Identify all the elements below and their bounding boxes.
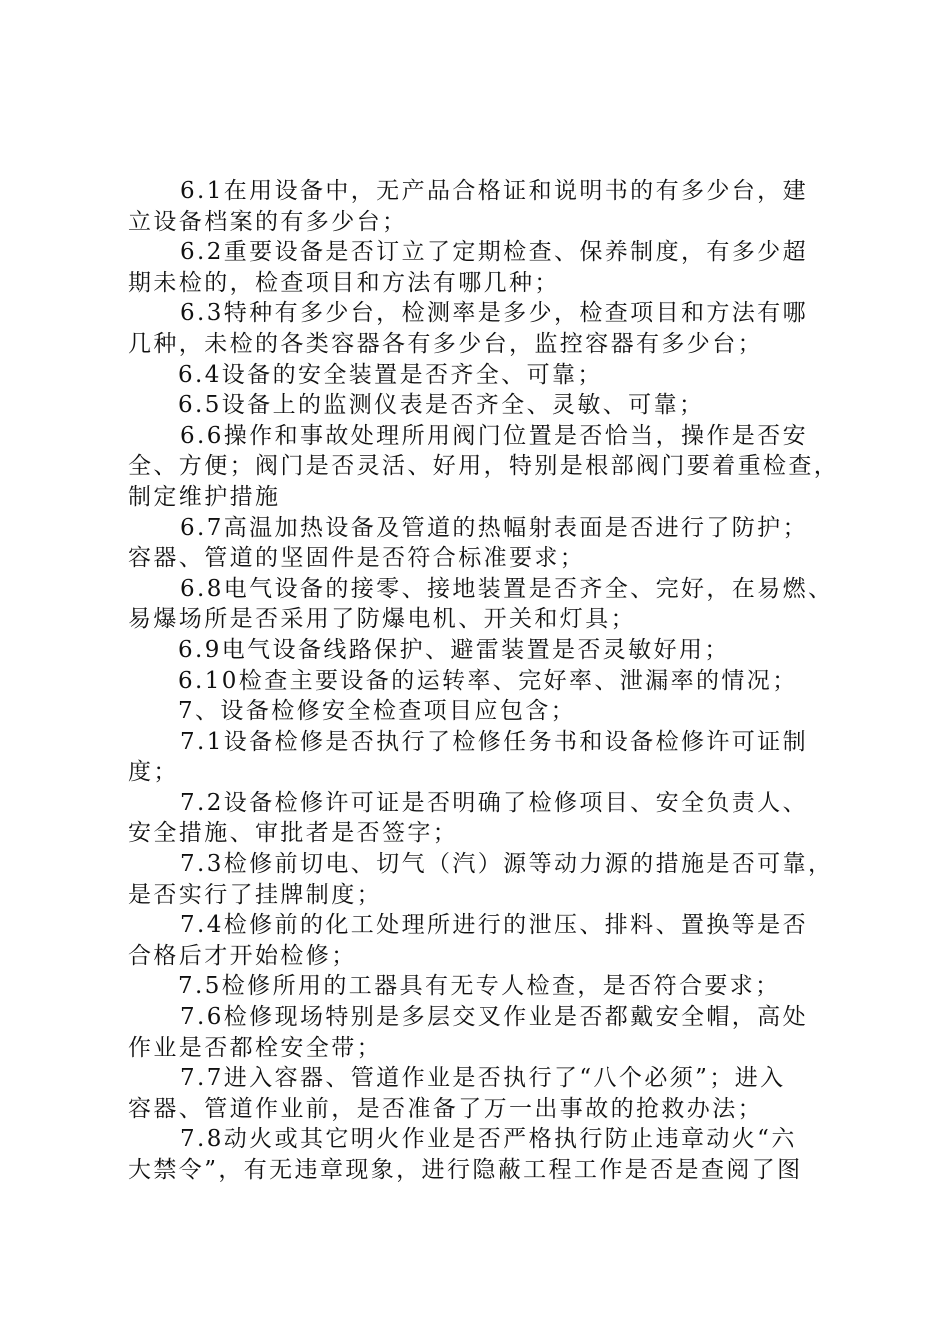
paragraph-line: 6.6操作和事故处理所用阀门位置是否恰当，操作是否安: [180, 422, 808, 449]
paragraph-line: 7.7进入容器、管道作业是否执行了“八个必须”；进入: [180, 1065, 786, 1092]
paragraph-p6-4: [128, 360, 833, 391]
paragraph-p6-3: [128, 298, 833, 359]
paragraph-line: 作业是否都栓安全带；: [128, 1034, 382, 1061]
paragraph-p6-9: [128, 635, 833, 666]
paragraph-line: 7.5检修所用的工器具有无专人检查，是否符合要求；: [178, 973, 781, 1000]
paragraph-line: 6.5设备上的监测仪表是否齐全、灵敏、可靠；: [178, 392, 705, 419]
paragraph-p6-2: [128, 237, 833, 298]
paragraph-line: 易爆场所是否采用了防爆电机、开关和灯具；: [128, 606, 636, 633]
paragraph-p7-3: [128, 849, 833, 910]
paragraph-line: 大禁令”，有无违章现象，进行隐蔽工程工作是否是查阅了图: [128, 1157, 803, 1183]
paragraph-line: 安全措施、审批者是否签字；: [128, 820, 459, 847]
paragraph-p7-6: [128, 1002, 833, 1063]
paragraph-p6-1: [128, 176, 833, 237]
paragraph-p6-8: [128, 574, 833, 635]
paragraph-line: 是否实行了挂牌制度；: [128, 881, 382, 908]
paragraph-line: 6.10检查主要设备的运转率、完好率、泄漏率的情况；: [178, 667, 798, 694]
paragraph-line: 7.6检修现场特别是多层交叉作业是否都戴安全帽，高处: [180, 1004, 808, 1031]
paragraph-p6-10: [128, 666, 833, 697]
paragraph-line: 6.2重要设备是否订立了定期检查、保养制度，有多少超: [180, 239, 808, 266]
paragraph-line: 容器、管道作业前，是否准备了万一出事故的抢救办法；: [128, 1095, 763, 1122]
paragraph-p6-6: [128, 421, 840, 513]
paragraph-line: 6.7高温加热设备及管道的热幅射表面是否进行了防护；: [180, 514, 808, 541]
paragraph-p6-5: [128, 390, 833, 421]
paragraph-line: 6.3特种有多少台，检测率是多少，检查项目和方法有哪: [180, 300, 808, 327]
paragraph-line: 6.1在用设备中，无产品合格证和说明书的有多少台，建: [180, 178, 808, 204]
paragraph-line: 全、方便；阀门是否灵活、好用，特别是根部阀门要着重检查，: [128, 453, 840, 480]
paragraph-p7-8: [128, 1124, 833, 1185]
paragraph-line: 制定维护措施: [128, 483, 281, 510]
paragraph-p7-5: [128, 971, 833, 1002]
paragraph-p7-7: [128, 1063, 833, 1124]
paragraph-p7-4: [128, 910, 833, 971]
paragraph-line: 6.8电气设备的接零、接地装置是否齐全、完好，在易燃、: [180, 575, 834, 602]
paragraph-line: 6.4设备的安全装置是否齐全、可靠；: [178, 361, 603, 388]
paragraph-line: 7.3检修前切电、切气（汽）源等动力源的措施是否可靠，: [180, 851, 834, 878]
document-body: [128, 176, 840, 1186]
paragraph-line: 6.9电气设备线路保护、避雷装置是否灵敏好用；: [178, 636, 730, 663]
paragraph-line: 7.8动火或其它明火作业是否严格执行防止违章动火“六: [180, 1126, 797, 1153]
paragraph-p7: [128, 696, 833, 727]
paragraph-p7-1: [128, 727, 833, 788]
paragraph-line: 期未检的，检查项目和方法有哪几种；: [128, 269, 560, 296]
paragraph-line: 7.2设备检修许可证是否明确了检修项目、安全负责人、: [180, 789, 808, 816]
paragraph-line: 度；: [128, 759, 179, 786]
paragraph-line: 容器、管道的坚固件是否符合标准要求；: [128, 545, 586, 572]
paragraph-p7-2: [128, 788, 833, 849]
paragraph-line: 7.4检修前的化工处理所进行的泄压、排料、置换等是否: [180, 912, 808, 939]
paragraph-p6-7: [128, 513, 833, 574]
paragraph-line: 立设备档案的有多少台；: [128, 208, 408, 235]
paragraph-line: 7.1设备检修是否执行了检修任务书和设备检修许可证制: [180, 728, 808, 755]
paragraph-line: 7、设备检修安全检查项目应包含；: [178, 698, 577, 725]
paragraph-line: 合格后才开始检修；: [128, 942, 357, 969]
paragraph-line: 几种，未检的各类容器各有多少台，监控容器有多少台；: [128, 330, 763, 357]
